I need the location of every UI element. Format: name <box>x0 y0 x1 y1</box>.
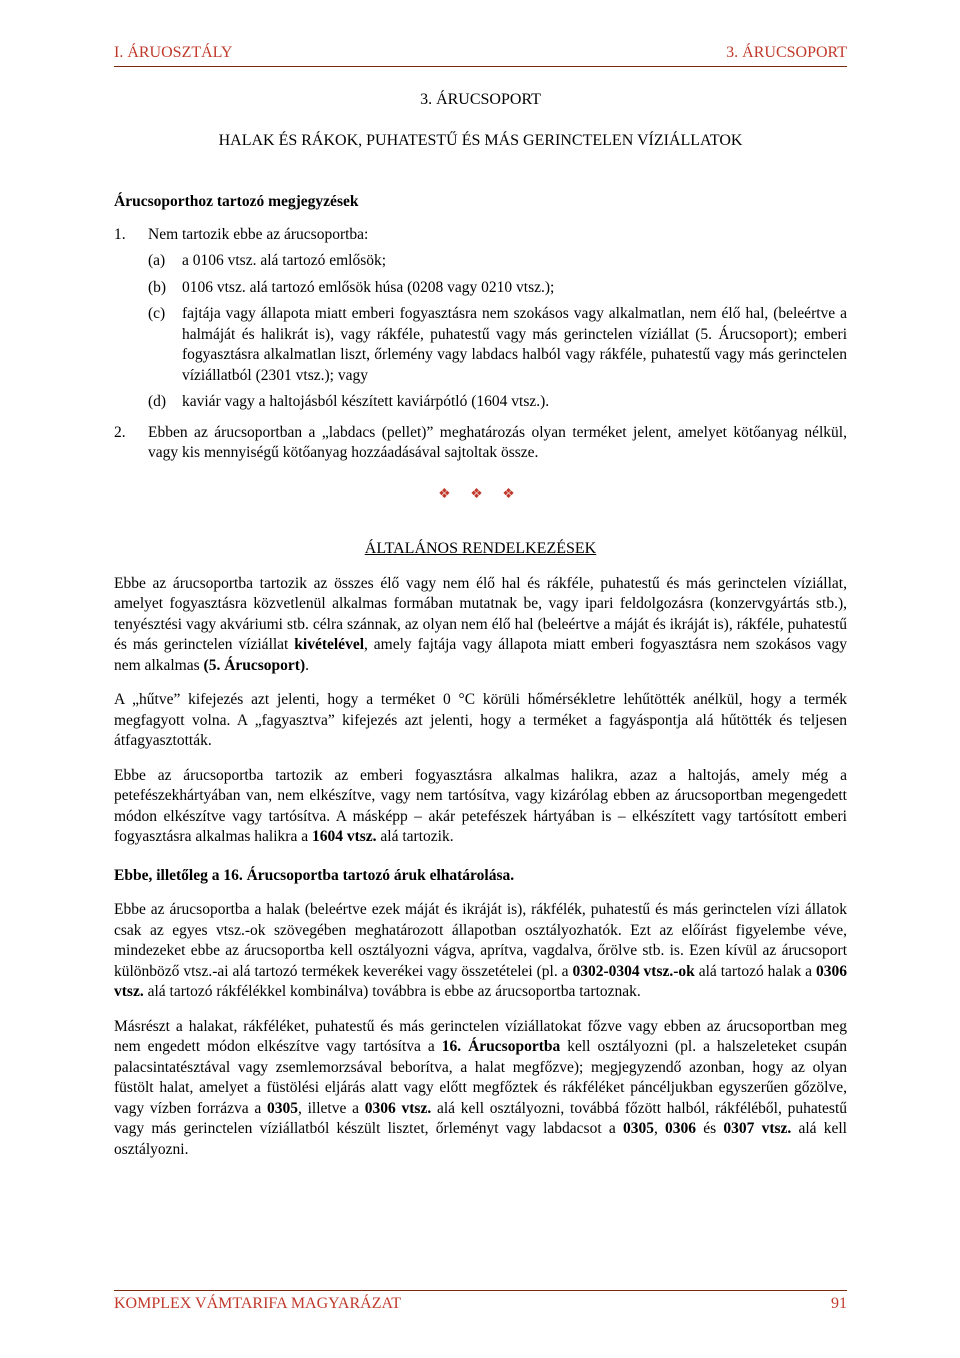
text-run: alá kell osztályozni. <box>114 1120 847 1158</box>
text-run: alá tartozó halak a <box>694 962 816 980</box>
text-run-bold: 16. Árucsoportba <box>441 1038 561 1055</box>
list-item-text: a 0106 vtsz. alá tartozó emlősök; <box>182 252 387 269</box>
text-run-bold: 0305 <box>622 1120 654 1137</box>
list-item-text: kaviár vagy a haltojásból készített kaviárpótló (1604 vtsz.). <box>182 393 550 410</box>
list-item <box>148 278 847 299</box>
note-number: 2. <box>114 423 126 441</box>
text-run: Másrészt a halakat, rákféléket, puhatestű és más gerinctelen víziállatokat főzve vagy ebben az árucsoportban meg nem engedett módon elkészítve vagy tartósítva a <box>114 1017 847 1055</box>
text-run: alá kell osztályozni, továbbá főzött halból, rákféléből, puhatestű vagy más gerinctelen víziállatból készült lisztet, őrleményt vagy labdacsot a <box>114 1099 847 1137</box>
text-run-bold: 1604 vtsz. <box>311 828 377 845</box>
paragraph-exclusions <box>114 1017 847 1161</box>
notes-heading: Árucsoporthoz tartozó megjegyzések <box>114 193 359 210</box>
list-item <box>148 392 847 413</box>
text-run-bold: 0302-0304 vtsz.-ok <box>572 962 695 980</box>
page-number: 91 <box>831 1295 847 1312</box>
text-run-bold: (5. Árucsoport) <box>203 656 306 674</box>
footer-title: KOMPLEX VÁMTARIFA MAGYARÁZAT <box>114 1295 402 1312</box>
note-text: Nem tartozik ebbe az árucsoportba: <box>148 225 369 243</box>
text-run-bold: kivételével <box>294 636 365 653</box>
text-run: , <box>653 1120 666 1137</box>
text-run: , illetve a <box>297 1099 365 1117</box>
text-run: Ebbe az árucsoportba a halak (beleértve ezek máját és ikráját is), rákfélék, puhatestű és más gerinctelen vízi állatok csak az egyes vtsz.-ok szövegében meghatározott állapotban osztályozhatók. Ezt az előírást figyelembe véve, mindezeket ebbe az árucsoportba kell osztályozni vágva, aprítva, vagdalva, őrölve stb. is. Ezen kívül az árucsoport különböző vtsz.-ai alá tartozó termékek keverékei vagy összetételei (pl. a <box>114 901 847 980</box>
note-1 <box>114 225 847 246</box>
delimitation-heading: Ebbe, illetőleg a 16. Árucsoportba tartozó áruk elhatárolása. <box>114 866 515 884</box>
group-title: HALAK ÉS RÁKOK, PUHATESTŰ ÉS MÁS GERINCTELEN VÍZIÁLLATOK <box>218 131 743 149</box>
text-run: Ebbe az árucsoportba tartozik az emberi fogyasztásra alkalmas halikra, azaz a haltojás, amely még a petefészekhártyában van, nem elkészítve, vagy nem tartósítva, vagy kizárólag ebben az árucsoportban megengedett módon elkészítve vagy tartósítva. A másképp – akár petefészek hártyában is – elkészített vagy tartósított emberi fogyasztásra alkalmas halikra a <box>114 766 847 845</box>
note-1-sublist <box>148 251 847 413</box>
text-run-bold: 0306 <box>665 1120 697 1137</box>
list-item-label: (b) <box>148 278 167 296</box>
text-run: , amely fajtája vagy állapota miatt emberi fogyasztásra nem szokásos vagy nem alkalmas <box>114 636 847 674</box>
paragraph-scope <box>114 574 847 677</box>
list-item-text: 0106 vtsz. alá tartozó emlősök húsa (0208 vagy 0210 vtsz.); <box>182 278 555 296</box>
text-run: és <box>696 1120 724 1137</box>
text-run-bold: 0305 <box>266 1099 298 1117</box>
text-run-bold: 0306 vtsz. <box>114 962 847 1000</box>
text-run: alá tartozó rákfélékkel kombinálva) továbbra is ebbe az árucsoportba tartoznak. <box>143 983 641 1000</box>
note-number: 1. <box>114 225 126 243</box>
running-footer <box>114 1290 847 1315</box>
general-provisions-heading: ÁLTALÁNOS RENDELKEZÉSEK <box>364 540 597 557</box>
paragraph-classification <box>114 900 847 1003</box>
text-run-bold: 0307 vtsz. <box>723 1120 792 1137</box>
list-item-label: (a) <box>148 252 166 269</box>
paragraph-fish-roe <box>114 766 847 848</box>
header-class-label: I. ÁRUOSZTÁLY <box>114 44 233 61</box>
text-run: . <box>305 656 309 674</box>
list-item-label: (c) <box>148 305 166 322</box>
text-run-bold: 0306 vtsz. <box>364 1099 432 1117</box>
list-item <box>148 304 847 386</box>
note-2 <box>114 423 847 464</box>
group-number: 3. ÁRUCSOPORT <box>420 91 541 108</box>
page-content <box>114 90 847 1160</box>
list-item-label: (d) <box>148 393 167 410</box>
note-text: Ebben az árucsoportban a „labdacs (pellet)” meghatározás olyan terméket jelent, amelyet kötőanyag nélkül, vagy kis mennyiségű kötőanyag hozzáadásával sajtoltak össze. <box>148 423 847 461</box>
text-run: alá tartozik. <box>376 828 454 845</box>
header-group-label: 3. ÁRUCSOPORT <box>726 44 847 61</box>
ornament-divider: ❖ ❖ ❖ <box>438 486 523 502</box>
running-header <box>114 44 847 67</box>
paragraph-definitions: A „hűtve” kifejezés azt jelenti, hogy a terméket 0 °C körüli hőmérsékletre lehűtötték anélkül, hogy a termék megfagyott volna. A „fagyasztva” kifejezés azt jelenti, hogy a terméket a fagyáspontja alá hűtötték és teljesen átfagyasztották. <box>114 691 847 749</box>
text-run: Ebbe az árucsoportba tartozik az összes élő vagy nem élő hal és rákféle, puhatestű és más gerinctelen víziállat, amelyet fogyasztásra közvetlenül alkalmas formában mutatnak be, vagy ipari feldolgozásra (konzervgyártás stb.), tenyésztési vagy akváriumi stb. célra szánnak, az olyan nem élő hal (beleértve a máját és ikráját is), rákféle, puhatestű és más gerinctelen víziállat <box>114 574 847 653</box>
list-item <box>148 251 847 272</box>
list-item-text: fajtája vagy állapota miatt emberi fogyasztásra nem szokásos vagy alkalmatlan, nem élő hal, (beleértve a halmáját és halikrát is), vagy rákféle, puhatestű vagy más gerinctelen víziállat (5. Árucsoport); emberi fogyasztásra alkalmatlan liszt, őrlemény vagy labdacs halból vagy rákféle, puhatestű vagy más gerinctelen víziállatból (2301 vtsz.); vagy <box>182 305 847 384</box>
text-run: kell osztályozni (pl. a halszeleteket csupán palacsintatésztával vagy zsemlemorzsával beborítva, a halat megfőzve); megjegyzendő azonban, hogy az olyan füstölt halat, amelyet a füstölési eljárás alatt vagy előtt megfőztek és rákféléket páncéljukban egyszerűen gőzölve, vagy vízben forrázva a <box>114 1038 847 1117</box>
